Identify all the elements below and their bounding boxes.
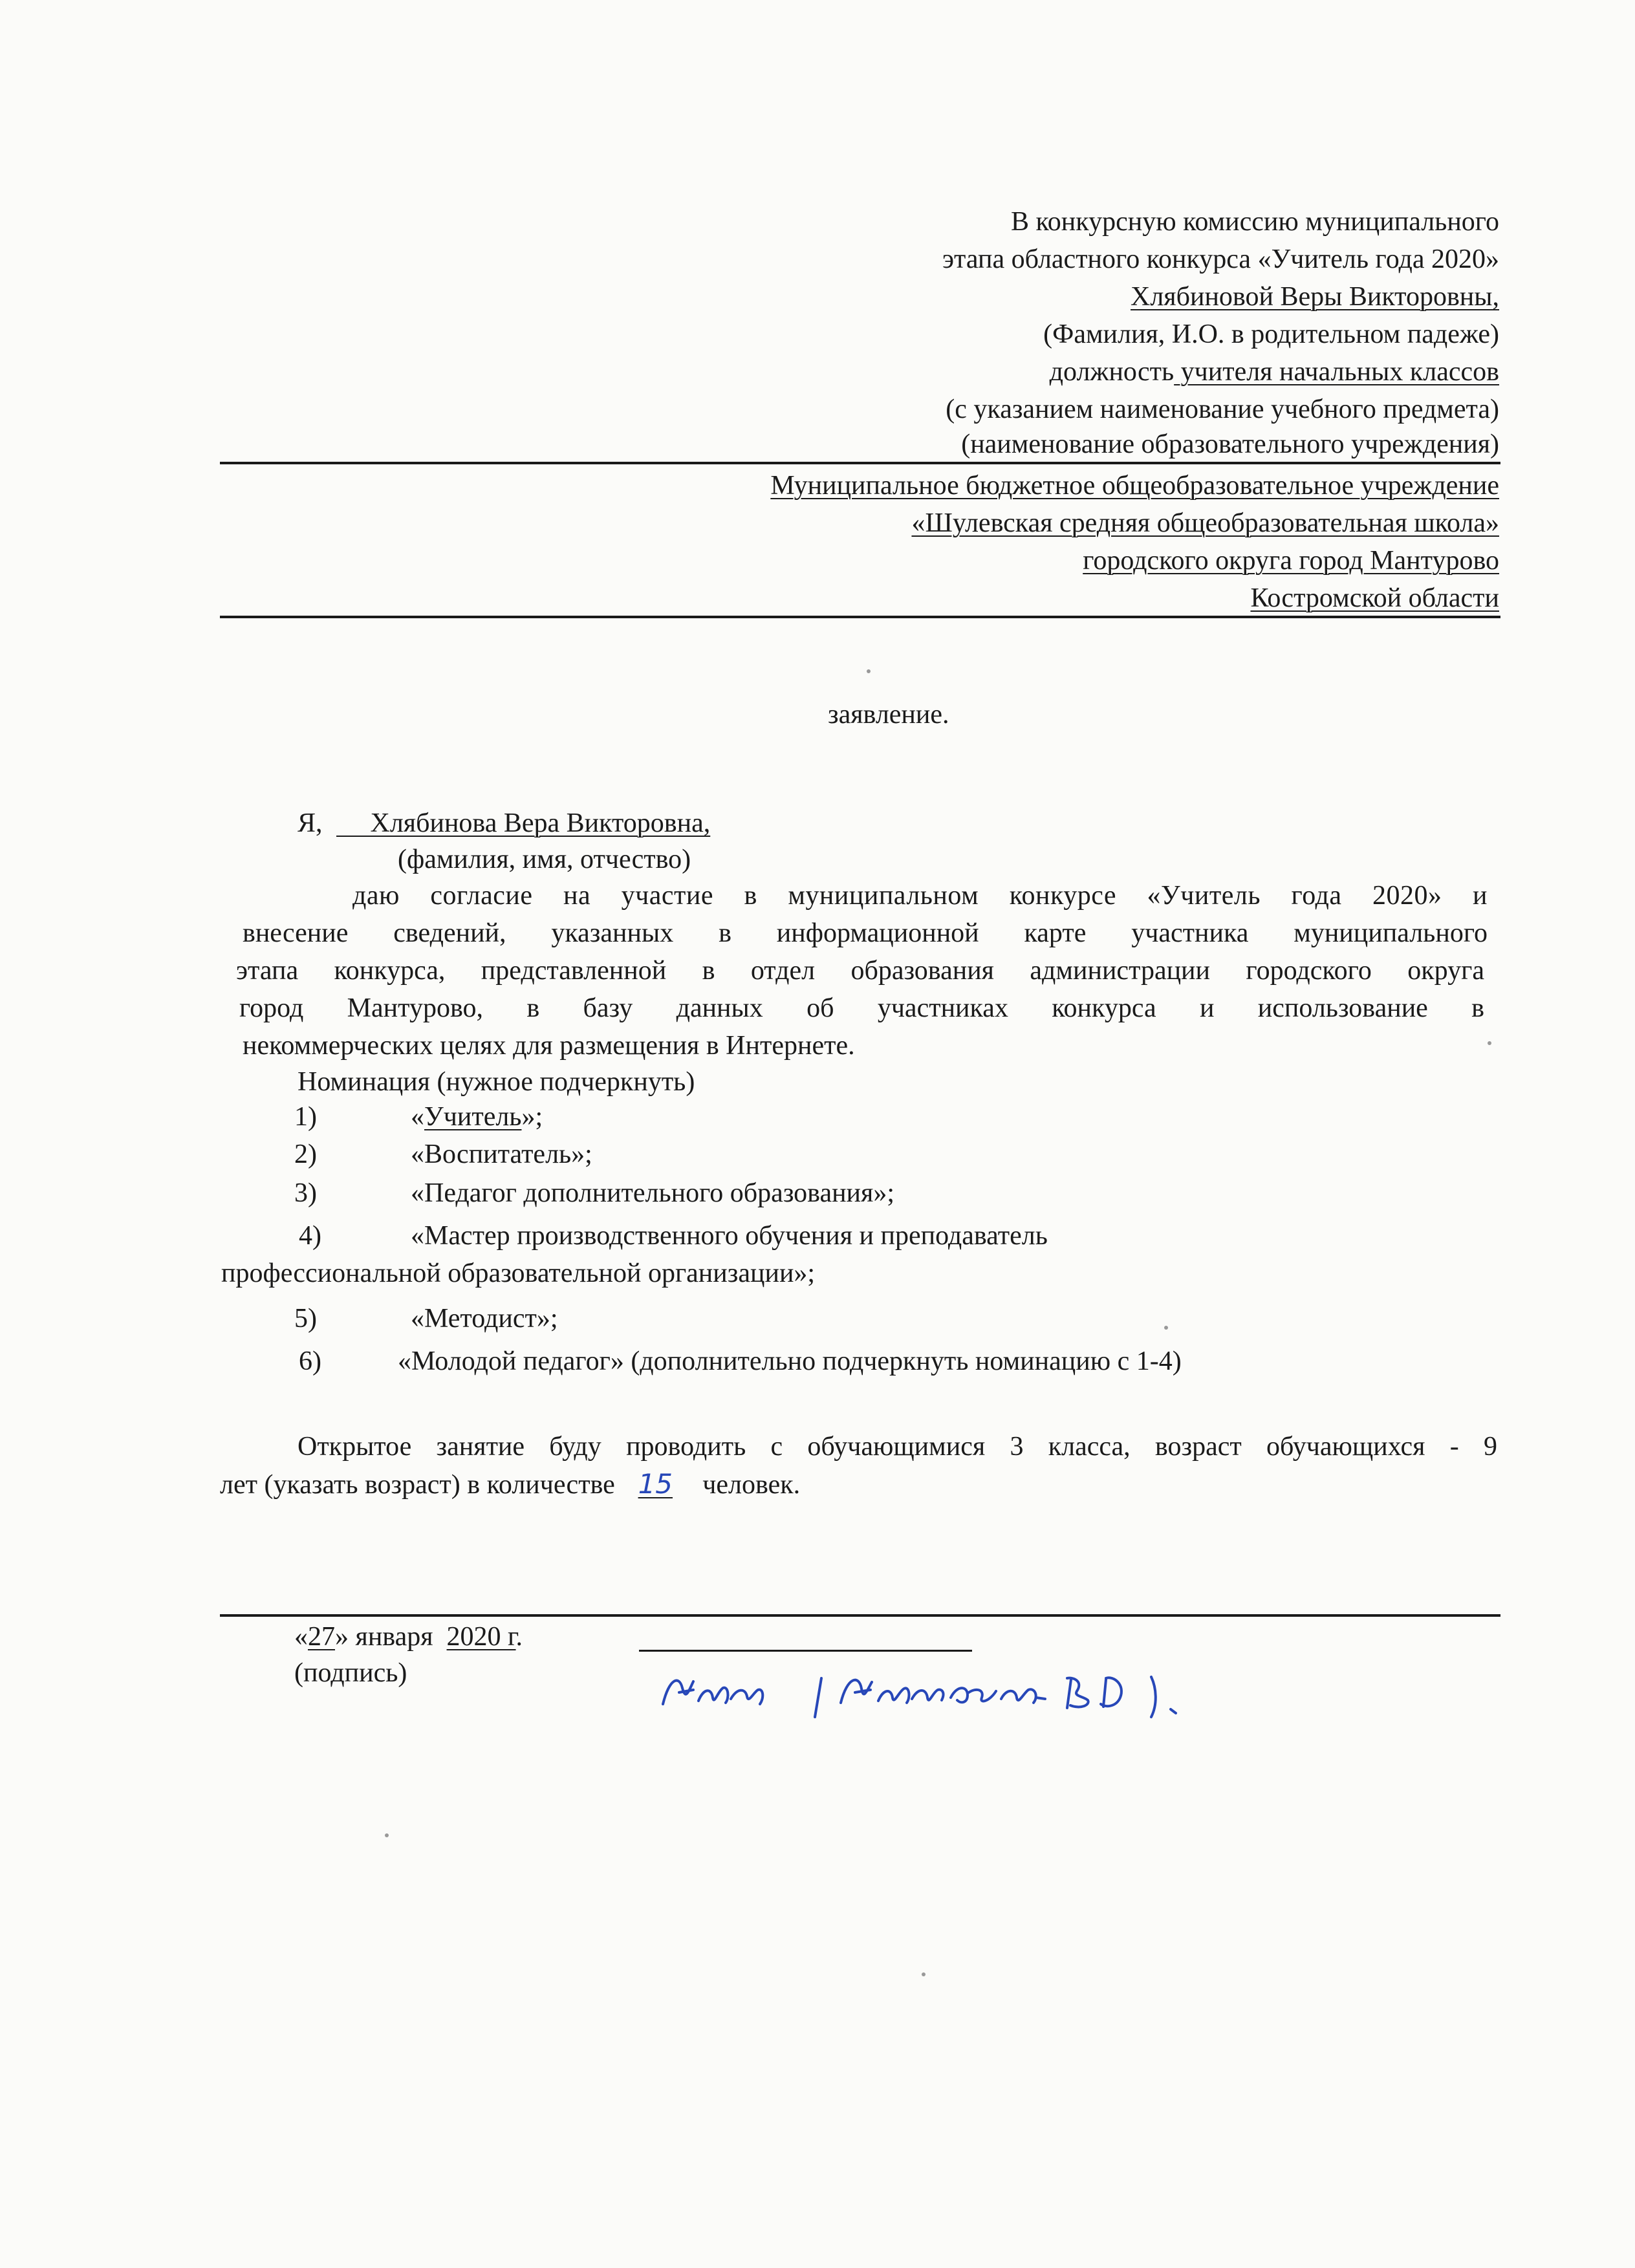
nomination-item-additional-ed: «Педагог дополнительного образования»; bbox=[411, 1178, 895, 1208]
open-lesson-line-1: Открытое занятие буду проводить с обучающимися 3 класса, возраст обучающихся - 9 bbox=[298, 1432, 1497, 1462]
hint-fio: (фамилия, имя, отчество) bbox=[398, 845, 691, 874]
paragraph-line-5: некоммерческих целях для размещения в Интернете. bbox=[243, 1031, 855, 1061]
nomination-number: 1) bbox=[294, 1102, 317, 1132]
paragraph-line-4: город Мантурово, в базу данных об участниках конкурса и использование в bbox=[239, 993, 1484, 1023]
nomination-number: 4) bbox=[299, 1221, 321, 1251]
document-title: заявление. bbox=[828, 700, 949, 729]
signature-line bbox=[639, 1650, 972, 1652]
nomination-item-educator: «Воспитатель»; bbox=[411, 1139, 592, 1169]
nomination-item-young: «Молодой педагог» (дополнительно подчеркнуть номинацию с 1-4) bbox=[398, 1346, 1182, 1376]
institution-line-2: «Шулевская средняя общеобразовательная школа» bbox=[911, 508, 1499, 538]
paragraph-line-2: внесение сведений, указанных в информационной карте участника муниципального bbox=[243, 918, 1488, 948]
handwritten-signature bbox=[653, 1652, 1274, 1723]
full-name: Хлябинова Вера Викторовна, bbox=[336, 808, 711, 838]
hint-subject: (с указанием наименование учебного предмета) bbox=[946, 394, 1499, 424]
hint-name: (Фамилия, И.О. в родительном падеже) bbox=[1043, 319, 1499, 349]
date: «27» января 2020 г. bbox=[294, 1622, 523, 1652]
paragraph-line-3: этапа конкурса, представленной в отдел образования администрации городского округа bbox=[236, 956, 1484, 986]
nomination-selected: Учитель bbox=[424, 1102, 522, 1132]
nomination-number: 3) bbox=[294, 1178, 317, 1208]
divider-institution bbox=[220, 616, 1500, 618]
position-value: учителя начальных классов bbox=[1174, 357, 1499, 387]
nomination-number: 5) bbox=[294, 1304, 317, 1334]
header-line-2: этапа областного конкурса «Учитель года 2020» bbox=[942, 244, 1499, 274]
open-lesson-text-b: человек. bbox=[695, 1470, 801, 1500]
nomination-number: 6) bbox=[299, 1346, 321, 1376]
nomination-item-master: «Мастер производственного обучения и преподаватель bbox=[411, 1221, 1048, 1251]
institution-line-3: городского округа город Мантурово bbox=[1083, 546, 1499, 576]
open-lesson-text-a: лет (указать возраст) в количестве bbox=[220, 1470, 615, 1500]
paragraph-line-1: даю согласие на участие в муниципальном конкурсе «Учитель года 2020» и bbox=[352, 881, 1488, 911]
institution-line-1: Муниципальное бюджетное общеобразовательное учреждение bbox=[770, 471, 1499, 501]
signature-hint: (подпись) bbox=[294, 1658, 407, 1688]
divider-top bbox=[220, 462, 1500, 464]
scan-speck bbox=[1488, 1041, 1491, 1045]
scan-speck bbox=[867, 669, 871, 673]
hint-institution: (наименование образовательного учреждения) bbox=[961, 429, 1499, 459]
nomination-heading: Номинация (нужное подчеркнуть) bbox=[298, 1067, 695, 1097]
position-label: должность bbox=[1049, 357, 1175, 387]
student-count-handwritten: 15 bbox=[638, 1468, 673, 1500]
position-line bbox=[1050, 356, 1499, 388]
divider-bottom bbox=[220, 1614, 1500, 1617]
institution-line-4: Костромской области bbox=[1250, 583, 1499, 613]
open-lesson-line-2 bbox=[220, 1468, 800, 1501]
applicant-name-genitive: Хлябиновой Веры Викторовны, bbox=[1131, 282, 1499, 312]
nomination-item-master-cont: профессиональной образовательной организации»; bbox=[221, 1258, 816, 1288]
nomination-item-teacher: «Учитель»; bbox=[411, 1102, 543, 1132]
scan-speck bbox=[922, 1972, 926, 1976]
scan-speck bbox=[1164, 1326, 1168, 1330]
scan-speck bbox=[385, 1833, 389, 1837]
header-line-1: В конкурсную комиссию муниципального bbox=[1011, 207, 1499, 237]
nomination-number: 2) bbox=[294, 1139, 317, 1169]
i-prefix: Я, bbox=[298, 808, 323, 838]
nomination-item-methodist: «Методист»; bbox=[411, 1304, 558, 1334]
